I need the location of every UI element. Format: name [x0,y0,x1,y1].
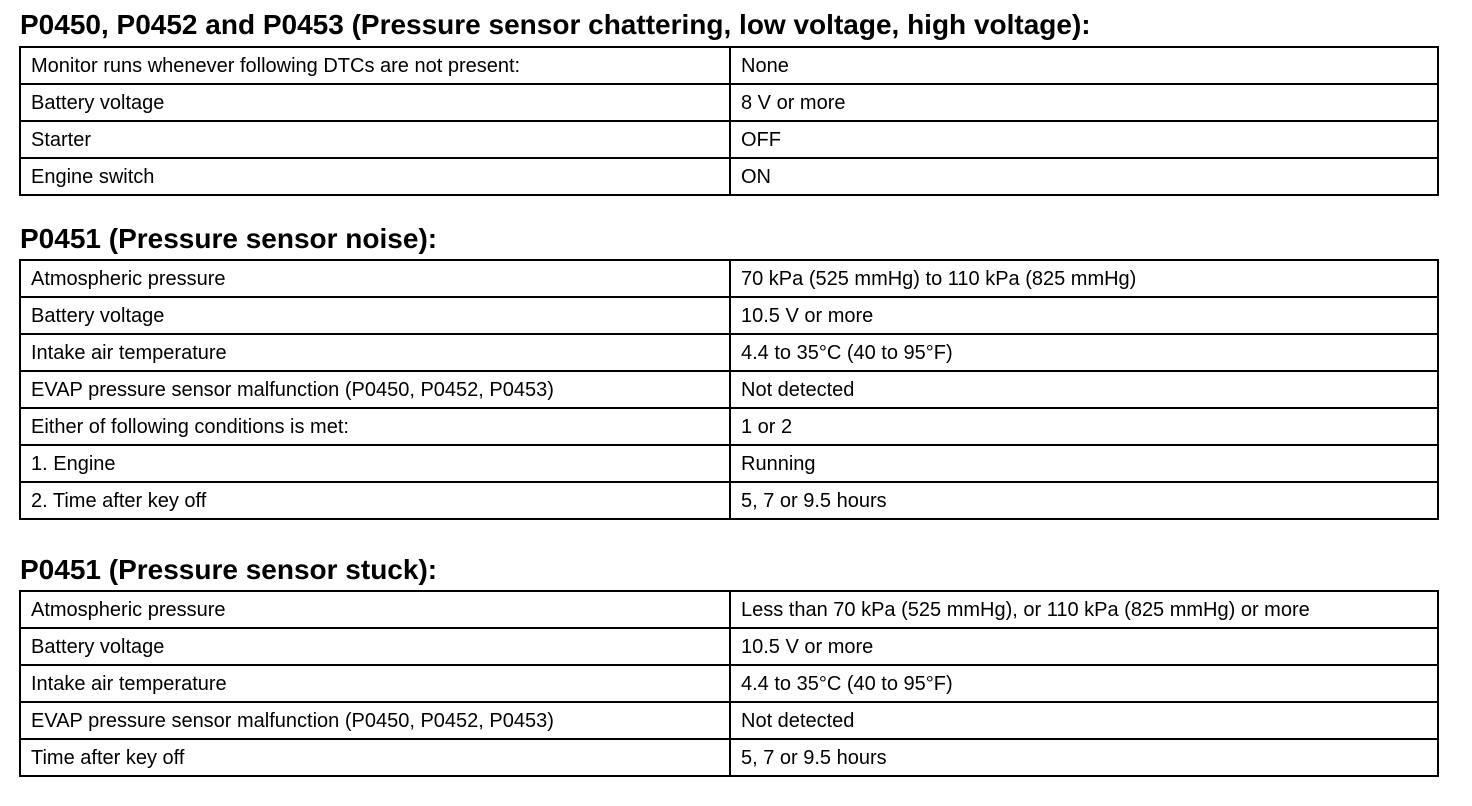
value-cell: 1 or 2 [730,408,1438,445]
value-cell: 5, 7 or 9.5 hours [730,482,1438,519]
condition-cell: Time after key off [20,739,730,776]
table-row [20,84,1438,121]
value-cell: 70 kPa (525 mmHg) to 110 kPa (825 mmHg) [730,260,1438,297]
table-row [20,591,1438,628]
value-cell: Not detected [730,371,1438,408]
value-cell: OFF [730,121,1438,158]
condition-cell: EVAP pressure sensor malfunction (P0450, P0452, P0453) [20,702,730,739]
condition-cell: Atmospheric pressure [20,591,730,628]
value-cell: Less than 70 kPa (525 mmHg), or 110 kPa (825 mmHg) or more [730,591,1438,628]
section-heading: P0450, P0452 and P0453 (Pressure sensor chattering, low voltage, high voltage): [20,9,1091,40]
table-row [20,297,1438,334]
table-row [20,702,1438,739]
value-cell: 4.4 to 35°C (40 to 95°F) [730,665,1438,702]
condition-cell: Battery voltage [20,84,730,121]
table-row [20,739,1438,776]
condition-cell: Battery voltage [20,628,730,665]
value-cell: ON [730,158,1438,195]
table-row [20,665,1438,702]
value-cell: 8 V or more [730,84,1438,121]
conditions-table [19,590,1439,777]
section-p0451-noise [19,224,1437,520]
condition-cell: Engine switch [20,158,730,195]
condition-cell: Atmospheric pressure [20,260,730,297]
condition-cell: 1. Engine [20,445,730,482]
condition-cell: Starter [20,121,730,158]
table-row [20,121,1438,158]
condition-cell: Intake air temperature [20,334,730,371]
value-cell: Not detected [730,702,1438,739]
table-row [20,334,1438,371]
condition-cell: 2. Time after key off [20,482,730,519]
value-cell: 10.5 V or more [730,297,1438,334]
section-p0450-p0452-p0453 [19,10,1437,196]
value-cell: 5, 7 or 9.5 hours [730,739,1438,776]
section-heading: P0451 (Pressure sensor noise): [20,223,438,254]
table-row [20,47,1438,84]
table-row [20,371,1438,408]
table-row [20,408,1438,445]
section-heading: P0451 (Pressure sensor stuck): [20,554,438,585]
condition-cell: Intake air temperature [20,665,730,702]
table-row [20,158,1438,195]
conditions-table [19,259,1439,520]
table-row [20,628,1438,665]
condition-cell: Either of following conditions is met: [20,408,730,445]
table-row [20,445,1438,482]
table-row [20,260,1438,297]
value-cell: None [730,47,1438,84]
value-cell: 4.4 to 35°C (40 to 95°F) [730,334,1438,371]
table-row [20,482,1438,519]
condition-cell: EVAP pressure sensor malfunction (P0450, P0452, P0453) [20,371,730,408]
section-p0451-stuck [19,555,1437,777]
value-cell: Running [730,445,1438,482]
conditions-table [19,46,1439,196]
condition-cell: Battery voltage [20,297,730,334]
condition-cell: Monitor runs whenever following DTCs are not present: [20,47,730,84]
value-cell: 10.5 V or more [730,628,1438,665]
